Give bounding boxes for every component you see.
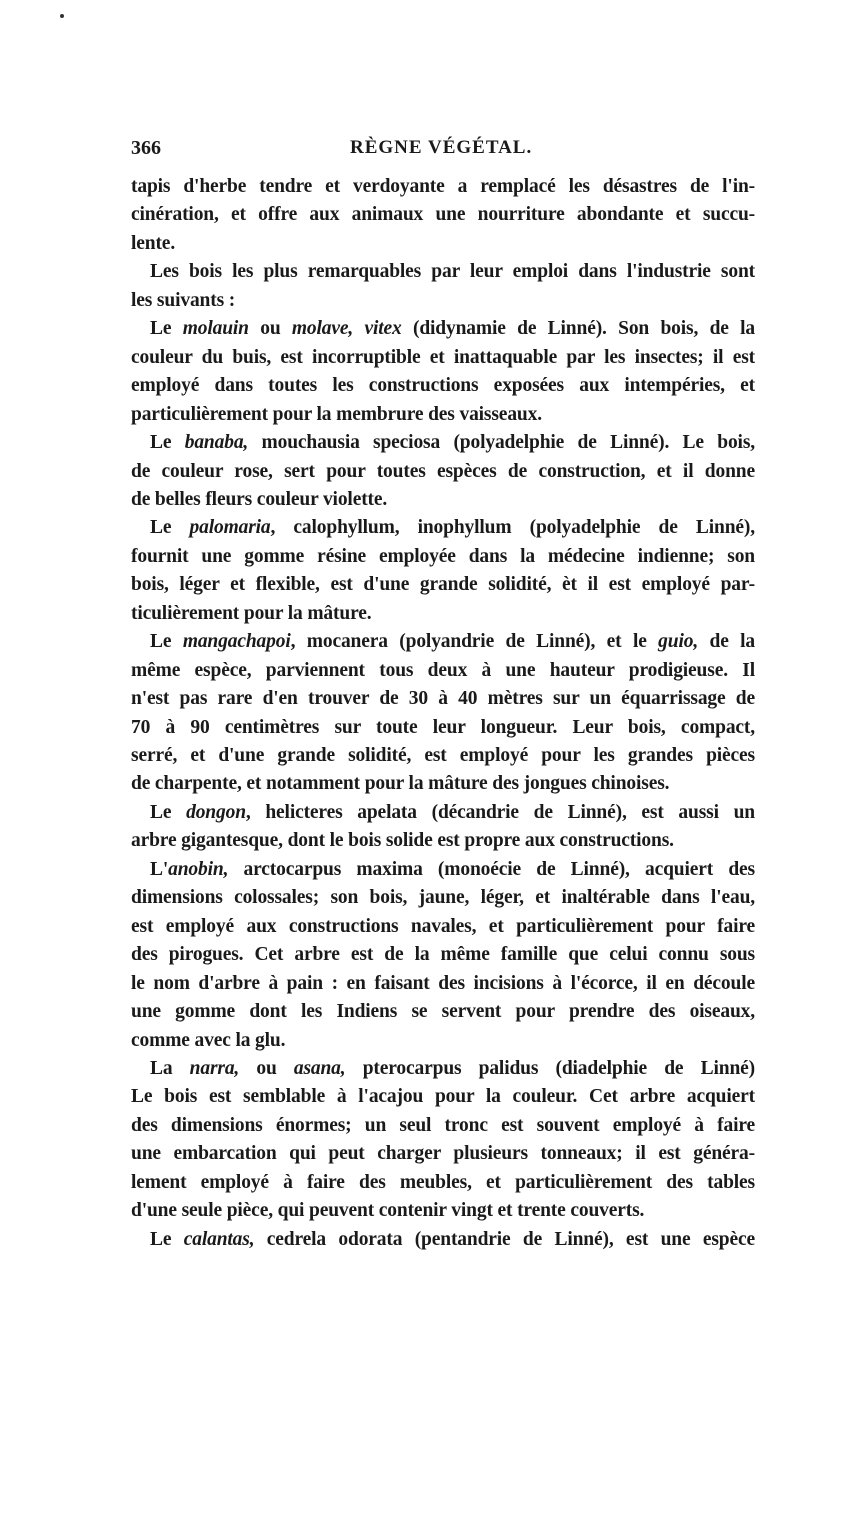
text-line	[150, 800, 755, 826]
text-line	[131, 487, 755, 513]
text-run: de charpente, et notamment pour la mâture des jongues chinoises.	[131, 773, 670, 795]
text-line	[131, 828, 755, 854]
text-line	[150, 1227, 755, 1253]
text-line	[131, 686, 755, 712]
italic-term: dongon	[186, 801, 246, 823]
italic-term: molave, vitex	[291, 318, 402, 340]
text-line	[150, 259, 755, 285]
text-run: est employé aux constructions navales, et particulièrement pour faire	[131, 915, 755, 937]
text-run: ticulièrement pour la mâture.	[131, 602, 372, 624]
text-line	[131, 202, 755, 228]
text-run: bois, léger et flexible, est d'une grande solidité, èt il est employé par-	[131, 574, 755, 596]
text-run: serré, et d'une grande solidité, est employé pour les grandes pièces	[131, 745, 755, 766]
italic-term: anobin,	[168, 858, 229, 880]
text-line	[131, 658, 755, 684]
text-line	[131, 288, 755, 314]
text-run: mouchausia speciosa (polyadelphie de Linné). Le bois,	[248, 432, 755, 454]
text-run: tapis d'herbe tendre et verdoyante a remplacé les désastres de l'in-	[131, 176, 755, 197]
italic-term: banaba,	[184, 432, 249, 454]
text-run: de belles fleurs couleur violette.	[131, 488, 388, 510]
text-line	[150, 515, 755, 541]
text-line	[131, 715, 755, 741]
text-line	[131, 885, 755, 911]
text-run: comme avec la glu.	[131, 1029, 286, 1051]
text-run: Le	[150, 1228, 184, 1250]
text-line	[131, 572, 755, 598]
text-line	[131, 373, 755, 399]
text-line	[150, 629, 755, 655]
text-line	[131, 1198, 755, 1224]
text-run: de la	[698, 631, 756, 653]
text-run: Le bois est semblable à l'acajou pour la couleur. Cet arbre acquiert	[131, 1086, 755, 1108]
text-run: , calophyllum, inophyllum (polyadelphie de Linné),	[270, 517, 755, 539]
text-line	[131, 231, 755, 257]
text-run: (didynamie de Linné). Son bois, de la	[401, 318, 755, 340]
text-run: une gomme dont les Indiens se servent pour prendre des oiseaux,	[131, 1001, 755, 1023]
text-run: Le	[150, 432, 185, 454]
text-run: couleur du buis, est incorruptible et inattaquable par les insectes; il est	[131, 346, 755, 368]
text-line	[131, 402, 755, 428]
text-line	[131, 544, 755, 570]
text-run: lente.	[131, 232, 176, 254]
text-run: L'	[150, 858, 169, 880]
text-run: les suivants :	[131, 289, 236, 311]
text-run: Le	[150, 801, 187, 823]
text-line	[131, 174, 755, 200]
text-line	[131, 914, 755, 940]
running-title: RÈGNE VÉGÉTAL.	[350, 137, 533, 158]
text-run: arbre gigantesque, dont le bois solide est propre aux constructions.	[131, 830, 674, 852]
text-run: particulièrement pour la membrure des vaisseaux.	[131, 403, 542, 425]
text-line	[131, 601, 755, 627]
text-run: des pirogues. Cet arbre est de la même famille que celui connu sous	[131, 944, 755, 966]
text-line	[131, 1084, 755, 1110]
text-run: d'une seule pièce, qui peuvent contenir vingt et trente couverts.	[131, 1200, 645, 1222]
scan-speck	[60, 14, 64, 18]
text-run: Le	[150, 631, 183, 653]
italic-term: guio,	[658, 631, 699, 653]
italic-term: mangachapoi	[182, 631, 291, 653]
text-run: des dimensions énormes; un seul tronc est souvent employé à faire	[131, 1114, 755, 1136]
text-line	[131, 942, 755, 968]
text-line	[131, 459, 755, 485]
text-line	[131, 971, 755, 997]
text-run: 70 à 90 centimètres sur toute leur longueur. Leur bois, compact,	[131, 716, 755, 738]
text-run: n'est pas rare d'en trouver de 30 à 40 mètres sur un équarrissage de	[131, 688, 755, 710]
text-line	[150, 1056, 755, 1082]
italic-term: calantas,	[183, 1228, 255, 1250]
text-run: cedrela odorata (pentandrie de Linné), est une espèce	[254, 1228, 755, 1250]
text-run: pterocarpus palidus (diadelphie de Linné)	[345, 1057, 755, 1079]
text-run: arctocarpus maxima (monoécie de Linné), acquiert des	[228, 858, 755, 880]
text-line	[131, 1113, 755, 1139]
text-run: La	[150, 1057, 190, 1079]
text-run: cinération, et offre aux animaux une nourriture abondante et succu-	[131, 204, 755, 226]
text-run: ou	[239, 1057, 294, 1079]
text-run: Les bois les plus remarquables par leur emploi dans l'industrie sont	[150, 261, 755, 283]
text-run: ou	[248, 318, 292, 340]
italic-term: palomaria	[189, 517, 271, 539]
text-line	[131, 999, 755, 1025]
text-line	[131, 345, 755, 371]
text-line	[150, 430, 755, 456]
italic-term: asana,	[293, 1057, 346, 1079]
text-line	[150, 857, 755, 883]
text-line	[131, 1141, 755, 1167]
text-line	[150, 316, 755, 342]
text-run: lement employé à faire des meubles, et particulièrement des tables	[131, 1171, 755, 1193]
text-run: même espèce, parviennent tous deux à une hauteur prodigieuse. Il	[131, 659, 755, 681]
text-line	[131, 743, 755, 769]
text-line	[131, 771, 755, 797]
text-run: une embarcation qui peut charger plusieurs tonneaux; il est généra-	[131, 1143, 755, 1165]
page-number: 366	[131, 137, 161, 159]
text-run: Le	[150, 517, 190, 539]
italic-term: narra,	[189, 1057, 240, 1079]
text-line	[131, 1170, 755, 1196]
italic-term: molauin	[182, 318, 249, 340]
text-run: de couleur rose, sert pour toutes espèces de construction, et il donne	[131, 460, 755, 482]
text-run: employé dans toutes les constructions exposées aux intempéries, et	[131, 375, 755, 397]
text-run: , helicteres apelata (décandrie de Linné), est aussi un	[245, 801, 755, 823]
text-run: Le	[150, 318, 183, 340]
text-run: fournit une gomme résine employée dans la médecine indienne; son	[131, 545, 755, 567]
text-run: le nom d'arbre à pain : en faisant des incisions à l'écorce, il en découle	[131, 972, 755, 994]
text-run: , mocanera (polyandrie de Linné), et le	[290, 631, 659, 653]
text-run: dimensions colossales; son bois, jaune, léger, et inaltérable dans l'eau,	[131, 887, 755, 909]
text-line	[131, 1028, 755, 1054]
